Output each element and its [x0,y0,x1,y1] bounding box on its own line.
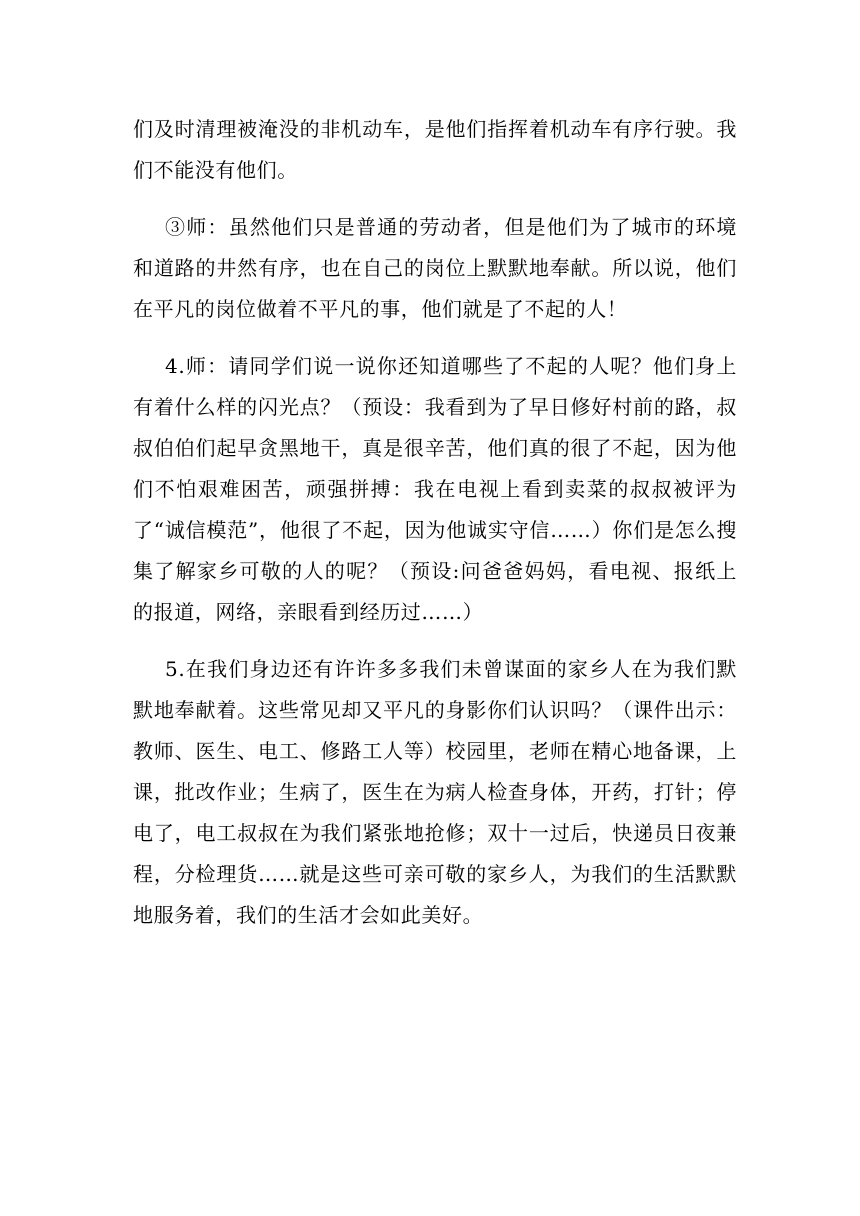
document-body [133,109,737,952]
paragraph-continuation: 们及时清理被淹没的非机动车，是他们指挥着机动车有序行驶。我们不能没有他们。 [133,117,737,182]
paragraph-step-4: 4.师：请同学们说一说你还知道哪些了不起的人呢？他们身上有着什么样的闪光点？（预设：我看到为了早日修好村前的路，叔叔伯伯们起早贪黑地干，真是很辛苦，他们真的很了不起，因为他们不怕艰难困苦，顽强拼搏：我在电视上看到卖菜的叔叔被评为了“诚信模范”，他很了不起，因为他诚实守信……）你们是怎么搜集了解家乡可敬的人的呢？（预设:问爸爸妈妈，看电视、报纸上的报道，网络，亲眼看到经历过……） [133,354,737,624]
paragraph-teacher-summary: ③师：虽然他们只是普通的劳动者，但是他们为了城市的环境和道路的井然有序，也在自己的岗位上默默地奉献。所以说，他们在平凡的岗位做着不平凡的事，他们就是了不起的人！ [133,215,737,321]
paragraph-step-5: 5.在我们身边还有许许多多我们未曾谋面的家乡人在为我们默默地奉献着。这些常见却又平凡的身影你们认识吗？（课件出示：教师、医生、电工、修路工人等）校园里，老师在精心地备课，上课，批改作业；生病了，医生在为病人检查身体，开药，打针；停电了，电工叔叔在为我们紧张地抢修；双十一过后，快递员日夜兼程，分检理货……就是这些可亲可敬的家乡人，为我们的生活默默地服务着，我们的生活才会如此美好。 [133,657,737,927]
